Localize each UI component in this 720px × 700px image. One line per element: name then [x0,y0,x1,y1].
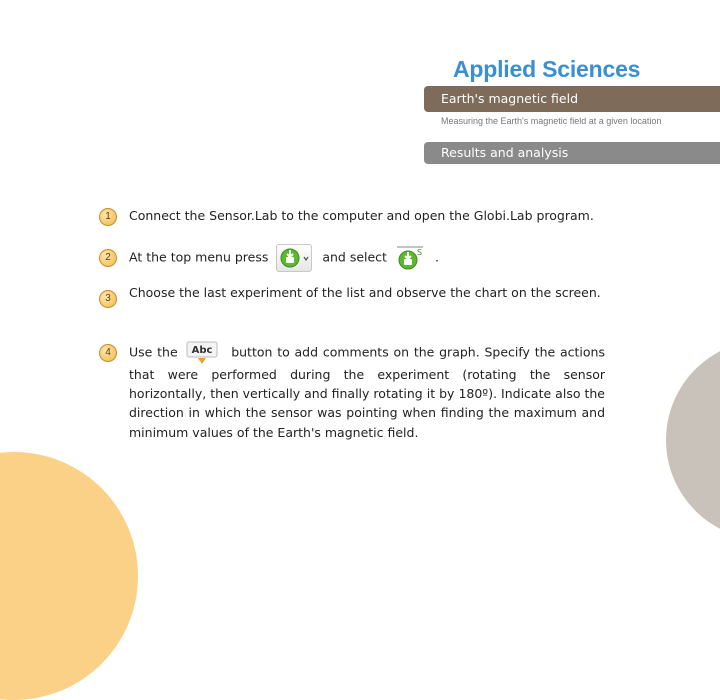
section-header-results: Results and analysis [424,142,720,164]
previous-experiment-icon[interactable] [395,244,425,272]
step-2-text-c: . [434,249,439,265]
step-2 [129,244,605,272]
decorative-circle-orange [0,452,138,700]
step-4-text-b: button to add comments on the graph. Specify the actions that were performed during the experiment (rotating the sensor horizontally, then vertically and finally rotating it by 180º). Indicate also the direction in which the sensor was pointing when finding the maximum and minimum values of the Earth's magnetic field. [129,344,605,440]
lesson-title-bar: Earth's magnetic field [424,86,720,112]
step-number-3: 3 [99,290,117,308]
step-2-text-a: At the top menu press [129,249,269,265]
step-number-1: 1 [99,208,117,226]
step-2-text-b: and select [322,249,387,265]
step-4-text-a: Use the [129,344,178,360]
step-number-4: 4 [99,344,117,362]
open-experiment-menu-icon[interactable] [276,244,312,272]
step-4 [129,341,605,442]
svg-text:S: S [416,248,423,257]
step-number-2: 2 [99,249,117,267]
abc-label: Abc [192,345,213,356]
brand-title: Applied Sciences [453,56,641,82]
step-3-text: Choose the last experiment of the list and observe the chart on the screen. [129,285,601,300]
step-1-text: Connect the Sensor.Lab to the computer and open the Globi.Lab program. [129,208,594,223]
decorative-circle-gray [666,340,720,540]
lesson-subtitle: Measuring the Earth's magnetic field at a given location [441,116,662,126]
add-comment-icon[interactable] [186,341,218,365]
